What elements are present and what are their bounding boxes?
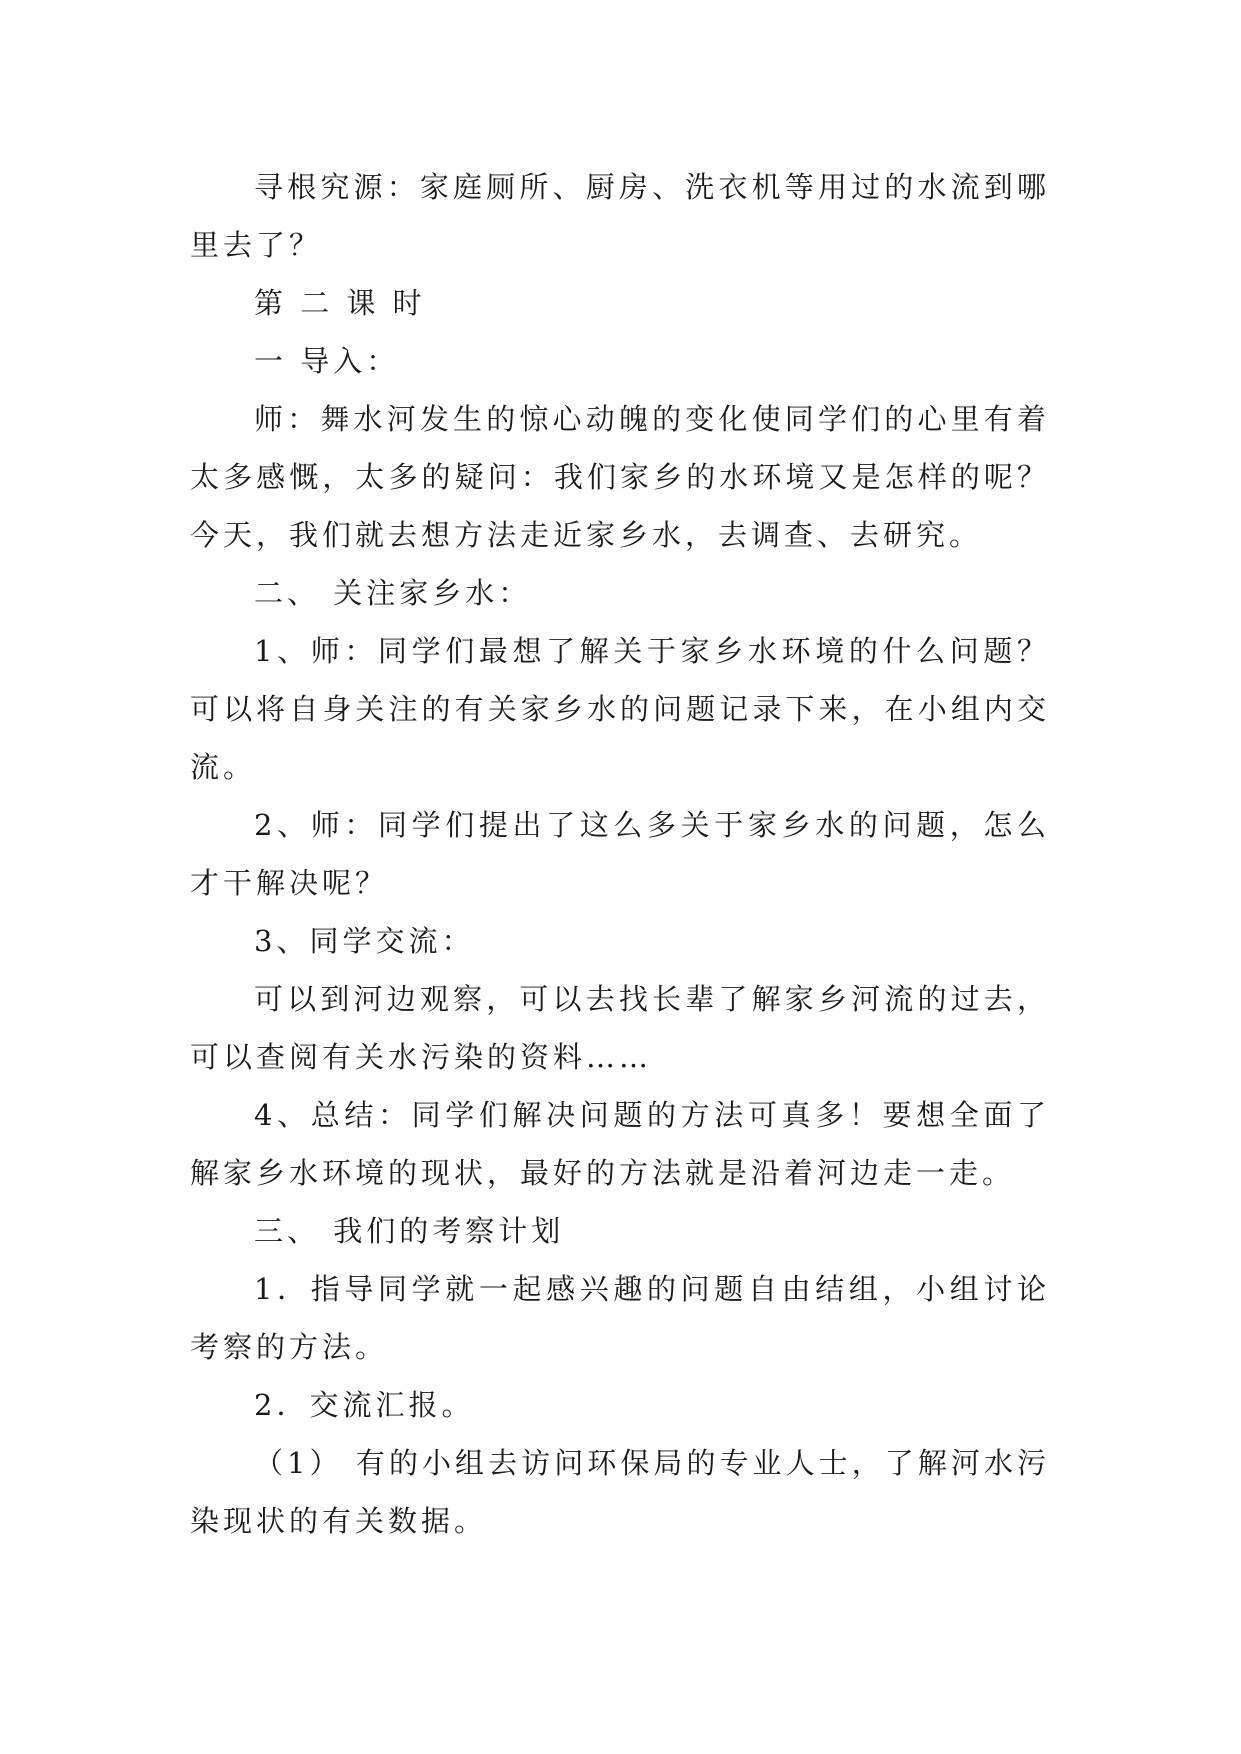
section-focus-heading: 二、 关注家乡水：	[254, 576, 532, 610]
section-introduction-heading: 一 导入：	[254, 344, 400, 378]
paragraph-student-exchange: 可以到河边观察，可以去找长辈了解家乡河流的过去，可以查阅有关水污染的资料……	[190, 982, 1050, 1074]
paragraph-item-1: 1、师：同学们最想了解关于家乡水环境的什么问题？可以将自身关注的有关家乡水的问题记录下来，在小组内交流。	[190, 634, 1050, 784]
lesson-heading: 第 二 课 时	[254, 286, 426, 320]
paragraph-item-4: 4、总结：同学们解决问题的方法可真多！要想全面了解家乡水环境的现状，最好的方法就是沿着河边走一走。	[190, 1098, 1050, 1190]
paragraph-source-inquiry: 寻根究源：家庭厕所、厨房、洗衣机等用过的水流到哪里去了？	[190, 170, 1050, 262]
paragraph-item-3: 3、同学交流：	[254, 924, 475, 958]
paragraph-teacher-intro: 师：舞水河发生的惊心动魄的变化使同学们的心里有着太多感慨，太多的疑问：我们家乡的水环境又是怎样的呢？今天，我们就去想方法走近家乡水，去调查、去研究。	[190, 402, 1050, 552]
document-body	[190, 158, 1050, 1550]
paragraph-plan-1: 1．指导同学就一起感兴趣的问题自由结组，小组讨论考察的方法。	[190, 1272, 1050, 1364]
paragraph-plan-2: 2．交流汇报。	[254, 1388, 475, 1422]
section-plan-heading: 三、 我们的考察计划	[254, 1214, 565, 1248]
paragraph-plan-2-sub-1: （1） 有的小组去访问环保局的专业人士，了解河水污染现状的有关数据。	[190, 1446, 1050, 1538]
paragraph-item-2: 2、师：同学们提出了这么多关于家乡水的问题，怎么才干解决呢？	[190, 808, 1050, 900]
